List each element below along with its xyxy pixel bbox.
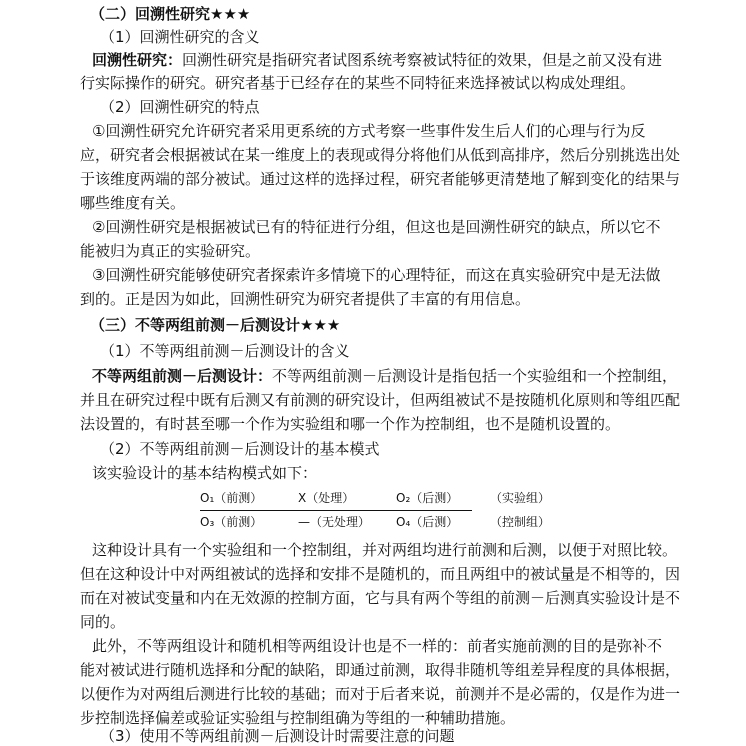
paragraph-line: 但在这种设计中对两组被试的选择和安排不是随机的，而且两组中的被试量是不相等的，因	[80, 565, 681, 583]
definition-text: 不等两组前测－后测设计是指包括一个实验组和一个控制组，	[272, 367, 678, 385]
paragraph-line: 此外，不等两组设计和随机相等两组设计也是不一样的：前者实施前测的目的是弥补不	[92, 637, 663, 655]
subheading-design-caveats: （3）使用不等两组前测－后测设计时需要注意的问题	[100, 727, 455, 745]
paragraph-line: 能对被试进行随机选择和分配的缺陷，即通过前测，取得非随机等组差异程度的具体根据，	[80, 661, 681, 679]
treatment-label: —（无处理）	[298, 515, 371, 529]
paragraph-line: 能被归为真正的实验研究。	[80, 242, 261, 260]
section-heading-retrospective: （二）回溯性研究★★★	[90, 5, 251, 23]
definition-retrospective-line-1	[92, 50, 708, 70]
paragraph-line: 以便作为对两组后测进行比较的基础；而对于后者来说，前测并不是必需的，仅是作为进一	[80, 685, 681, 703]
paragraph-line: ①回溯性研究允许研究者采用更系统的方式考察一些事件发生后人们的心理与行为反	[92, 122, 646, 140]
paragraph-line: 到的。正是因为如此，回溯性研究为研究者提供了丰富的有用信息。	[80, 290, 531, 308]
paragraph-line: 步控制选择偏差或验证实验组与控制组确为等组的一种辅助措施。	[80, 709, 516, 727]
group-label: （控制组）	[490, 515, 551, 529]
pretest-label: O₁（前测）	[200, 491, 263, 505]
definition-text: 回溯性研究是指研究者试图系统考察被试特征的效果，但是之前又没有进	[182, 51, 663, 69]
paragraph-line: 应，研究者会根据被试在某一维度上的表现或得分将他们从低到高排序，然后分别挑选出处	[80, 146, 681, 164]
definition-design-line-3: 法设置的，有时甚至哪一个作为实验组和哪一个作为控制组，也不是随机设置的。	[80, 415, 621, 433]
group-label: （实验组）	[490, 491, 551, 505]
posttest-label: O₄（后测）	[396, 515, 459, 529]
subheading-design-model: （2）不等两组前测－后测设计的基本模式	[100, 440, 380, 458]
paragraph-line: 于该维度两端的部分被试。通过这样的选择过程，研究者能够更清楚地了解到变化的结果与	[80, 170, 681, 188]
treatment-label: X（处理）	[298, 491, 355, 505]
pretest-label: O₃（前测）	[200, 515, 263, 529]
paragraph-line: 而在对被试变量和内在无效源的控制方面，它与具有两个等组的前测－后测真实验设计是不	[80, 589, 681, 607]
subheading-retrospective-features: （2）回溯性研究的特点	[100, 98, 260, 116]
design-structure-formula	[200, 489, 620, 533]
subheading-design-definition: （1）不等两组前测－后测设计的含义	[100, 342, 350, 360]
posttest-label: O₂（后测）	[396, 491, 459, 505]
definition-design-line-1	[92, 366, 708, 386]
formula-row-control	[200, 513, 620, 531]
definition-retrospective-line-2: 行实际操作的研究。研究者基于已经存在的某些不同特征来选择被试以构成处理组。	[80, 74, 636, 92]
formula-row-experimental	[200, 489, 620, 507]
definition-term: 不等两组前测－后测设计：	[92, 367, 273, 385]
paragraph-line: ②回溯性研究是根据被试已有的特征进行分组，但这也是回溯性研究的缺点，所以它不	[92, 218, 661, 236]
definition-term: 回溯性研究：	[92, 51, 183, 69]
formula-divider	[200, 510, 472, 511]
subheading-retrospective-definition: （1）回溯性研究的含义	[100, 28, 260, 46]
section-heading-nonequivalent-design: （三）不等两组前测－后测设计★★★	[90, 316, 341, 334]
paragraph-line: 同的。	[80, 613, 126, 631]
model-intro: 该实验设计的基本结构模式如下：	[92, 464, 318, 482]
paragraph-line: ③回溯性研究能够使研究者探索许多情境下的心理特征，而这在真实验研究中是无法做	[92, 266, 661, 284]
paragraph-line: 哪些维度有关。	[80, 194, 186, 212]
paragraph-line: 这种设计具有一个实验组和一个控制组，并对两组均进行前测和后测，以便于对照比较。	[92, 541, 678, 559]
definition-design-line-2: 并且在研究过程中既有后测又有前测的研究设计，但两组被试不是按随机化原则和等组匹配	[80, 391, 681, 409]
